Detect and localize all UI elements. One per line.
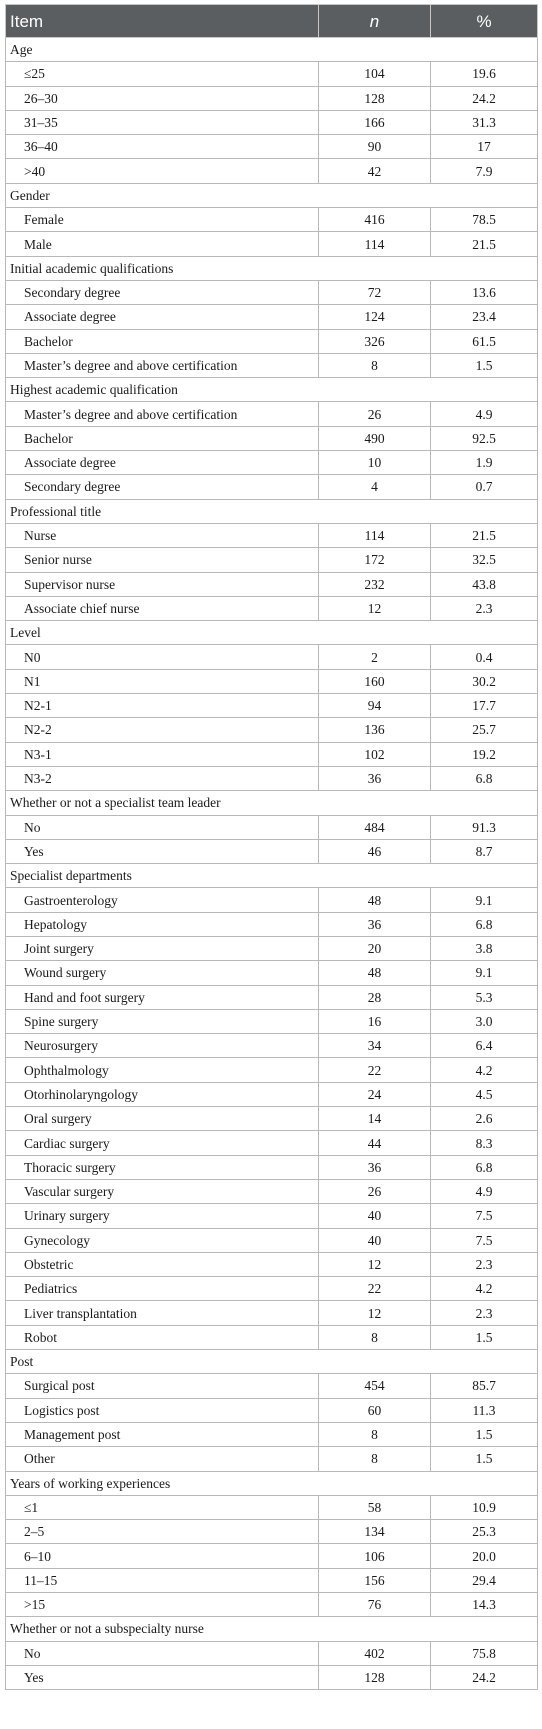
row-label: Nurse (6, 523, 319, 547)
row-label: Spine surgery (6, 1009, 319, 1033)
row-percent: 2.3 (431, 1252, 538, 1276)
row-label: 26–30 (6, 86, 319, 110)
row-count: 2 (319, 645, 431, 669)
table-row (6, 1520, 538, 1544)
group-header-row (6, 499, 538, 523)
group-title: Post (6, 1350, 538, 1374)
row-label: Associate degree (6, 451, 319, 475)
table-row (6, 1641, 538, 1665)
table-row (6, 110, 538, 134)
table-row (6, 451, 538, 475)
row-label: Logistics post (6, 1398, 319, 1422)
group-title: Age (6, 38, 538, 62)
row-percent: 75.8 (431, 1641, 538, 1665)
row-percent: 4.9 (431, 1179, 538, 1203)
row-percent: 6.8 (431, 912, 538, 936)
row-percent: 11.3 (431, 1398, 538, 1422)
row-count: 36 (319, 766, 431, 790)
group-header-row (6, 256, 538, 280)
table-row (6, 985, 538, 1009)
table-row (6, 694, 538, 718)
row-percent: 2.3 (431, 1301, 538, 1325)
table-row (6, 912, 538, 936)
table-body (6, 38, 538, 1690)
table-row (6, 353, 538, 377)
group-header-row (6, 1350, 538, 1374)
row-count: 454 (319, 1374, 431, 1398)
row-percent: 25.7 (431, 718, 538, 742)
table-row (6, 1228, 538, 1252)
row-percent: 92.5 (431, 426, 538, 450)
row-count: 12 (319, 1301, 431, 1325)
table-row (6, 1325, 538, 1349)
table-row (6, 936, 538, 960)
row-count: 402 (319, 1641, 431, 1665)
table-row (6, 548, 538, 572)
row-percent: 20.0 (431, 1544, 538, 1568)
header-percent: % (431, 5, 538, 38)
group-title: Initial academic qualifications (6, 256, 538, 280)
row-label: Gynecology (6, 1228, 319, 1252)
row-count: 44 (319, 1131, 431, 1155)
row-count: 8 (319, 353, 431, 377)
row-count: 8 (319, 1447, 431, 1471)
group-header-row (6, 183, 538, 207)
row-count: 40 (319, 1204, 431, 1228)
row-count: 12 (319, 596, 431, 620)
row-count: 102 (319, 742, 431, 766)
row-count: 8 (319, 1422, 431, 1446)
row-percent: 25.3 (431, 1520, 538, 1544)
row-label: Wound surgery (6, 961, 319, 985)
row-label: Secondary degree (6, 475, 319, 499)
table-row (6, 669, 538, 693)
table-row (6, 305, 538, 329)
row-count: 232 (319, 572, 431, 596)
row-percent: 1.9 (431, 451, 538, 475)
row-count: 128 (319, 1665, 431, 1689)
row-count: 46 (319, 839, 431, 863)
row-percent: 7.5 (431, 1204, 538, 1228)
row-percent: 1.5 (431, 353, 538, 377)
group-title: Specialist departments (6, 864, 538, 888)
row-label: ≤25 (6, 62, 319, 86)
row-count: 326 (319, 329, 431, 353)
row-count: 60 (319, 1398, 431, 1422)
table-row (6, 1131, 538, 1155)
row-percent: 6.8 (431, 1155, 538, 1179)
table-row (6, 280, 538, 304)
group-header-row (6, 38, 538, 62)
table-row (6, 1058, 538, 1082)
group-header-row (6, 864, 538, 888)
row-percent: 85.7 (431, 1374, 538, 1398)
row-count: 10 (319, 451, 431, 475)
row-label: Joint surgery (6, 936, 319, 960)
row-label: 31–35 (6, 110, 319, 134)
table-row (6, 208, 538, 232)
row-count: 160 (319, 669, 431, 693)
row-percent: 1.5 (431, 1447, 538, 1471)
row-label: Liver transplantation (6, 1301, 319, 1325)
row-percent: 30.2 (431, 669, 538, 693)
row-label: Male (6, 232, 319, 256)
row-label: N0 (6, 645, 319, 669)
row-percent: 3.0 (431, 1009, 538, 1033)
row-percent: 8.7 (431, 839, 538, 863)
row-label: No (6, 815, 319, 839)
header-n: n (319, 5, 431, 38)
row-percent: 24.2 (431, 86, 538, 110)
row-percent: 0.4 (431, 645, 538, 669)
header-row (6, 5, 538, 38)
row-count: 28 (319, 985, 431, 1009)
row-label: Hand and foot surgery (6, 985, 319, 1009)
row-label: No (6, 1641, 319, 1665)
group-title: Whether or not a subspecialty nurse (6, 1617, 538, 1641)
table-row (6, 1009, 538, 1033)
row-count: 22 (319, 1277, 431, 1301)
row-label: Ophthalmology (6, 1058, 319, 1082)
table-row (6, 1107, 538, 1131)
table-row (6, 86, 538, 110)
row-percent: 21.5 (431, 523, 538, 547)
row-label: Thoracic surgery (6, 1155, 319, 1179)
row-label: Urinary surgery (6, 1204, 319, 1228)
row-count: 14 (319, 1107, 431, 1131)
row-label: Female (6, 208, 319, 232)
row-count: 34 (319, 1034, 431, 1058)
row-label: ≤1 (6, 1495, 319, 1519)
table-row (6, 645, 538, 669)
row-label: Yes (6, 839, 319, 863)
row-count: 24 (319, 1082, 431, 1106)
row-percent: 4.2 (431, 1277, 538, 1301)
group-title: Professional title (6, 499, 538, 523)
row-count: 90 (319, 135, 431, 159)
row-count: 22 (319, 1058, 431, 1082)
row-count: 104 (319, 62, 431, 86)
table-header (6, 5, 538, 38)
table-row (6, 766, 538, 790)
row-label: Gastroenterology (6, 888, 319, 912)
row-percent: 17 (431, 135, 538, 159)
table-row (6, 1447, 538, 1471)
row-count: 40 (319, 1228, 431, 1252)
row-label: Otorhinolaryngology (6, 1082, 319, 1106)
row-percent: 10.9 (431, 1495, 538, 1519)
header-item: Item (6, 5, 319, 38)
group-header-row (6, 378, 538, 402)
row-count: 136 (319, 718, 431, 742)
row-count: 124 (319, 305, 431, 329)
row-label: Master’s degree and above certification (6, 353, 319, 377)
row-count: 128 (319, 86, 431, 110)
row-percent: 17.7 (431, 694, 538, 718)
row-count: 8 (319, 1325, 431, 1349)
table-row (6, 742, 538, 766)
row-percent: 13.6 (431, 280, 538, 304)
group-title: Gender (6, 183, 538, 207)
row-label: Obstetric (6, 1252, 319, 1276)
row-percent: 7.5 (431, 1228, 538, 1252)
row-label: N1 (6, 669, 319, 693)
row-label: Supervisor nurse (6, 572, 319, 596)
row-percent: 2.6 (431, 1107, 538, 1131)
table-row (6, 1568, 538, 1592)
table-row (6, 402, 538, 426)
table-row (6, 888, 538, 912)
row-percent: 8.3 (431, 1131, 538, 1155)
table-row (6, 1179, 538, 1203)
row-label: Bachelor (6, 426, 319, 450)
row-percent: 2.3 (431, 596, 538, 620)
group-title: Whether or not a specialist team leader (6, 791, 538, 815)
table-row (6, 1422, 538, 1446)
row-count: 36 (319, 912, 431, 936)
table-row (6, 815, 538, 839)
row-count: 26 (319, 402, 431, 426)
row-count: 416 (319, 208, 431, 232)
table-row (6, 839, 538, 863)
row-count: 48 (319, 888, 431, 912)
table-row (6, 1593, 538, 1617)
row-count: 12 (319, 1252, 431, 1276)
row-label: 2–5 (6, 1520, 319, 1544)
row-label: N2-2 (6, 718, 319, 742)
row-label: Pediatrics (6, 1277, 319, 1301)
row-label: Cardiac surgery (6, 1131, 319, 1155)
row-count: 490 (319, 426, 431, 450)
row-count: 114 (319, 232, 431, 256)
group-header-row (6, 791, 538, 815)
row-count: 26 (319, 1179, 431, 1203)
row-percent: 32.5 (431, 548, 538, 572)
group-header-row (6, 1617, 538, 1641)
table-row (6, 1665, 538, 1689)
row-label: 36–40 (6, 135, 319, 159)
row-count: 16 (319, 1009, 431, 1033)
row-label: Associate chief nurse (6, 596, 319, 620)
row-label: Other (6, 1447, 319, 1471)
row-count: 94 (319, 694, 431, 718)
row-count: 72 (319, 280, 431, 304)
group-header-row (6, 621, 538, 645)
table-row (6, 426, 538, 450)
row-percent: 9.1 (431, 961, 538, 985)
table-row (6, 1398, 538, 1422)
row-percent: 14.3 (431, 1593, 538, 1617)
row-percent: 5.3 (431, 985, 538, 1009)
row-percent: 6.4 (431, 1034, 538, 1058)
row-count: 106 (319, 1544, 431, 1568)
row-label: Surgical post (6, 1374, 319, 1398)
row-label: Associate degree (6, 305, 319, 329)
row-label: Vascular surgery (6, 1179, 319, 1203)
row-label: Yes (6, 1665, 319, 1689)
row-label: Management post (6, 1422, 319, 1446)
row-percent: 0.7 (431, 475, 538, 499)
row-count: 166 (319, 110, 431, 134)
row-label: Oral surgery (6, 1107, 319, 1131)
row-percent: 21.5 (431, 232, 538, 256)
table-row (6, 1252, 538, 1276)
group-header-row (6, 1471, 538, 1495)
row-percent: 19.2 (431, 742, 538, 766)
table-row (6, 1204, 538, 1228)
row-label: >15 (6, 1593, 319, 1617)
table-row (6, 475, 538, 499)
row-label: Senior nurse (6, 548, 319, 572)
row-label: N3-2 (6, 766, 319, 790)
row-percent: 61.5 (431, 329, 538, 353)
row-count: 36 (319, 1155, 431, 1179)
group-title: Highest academic qualification (6, 378, 538, 402)
table-row (6, 523, 538, 547)
row-percent: 1.5 (431, 1325, 538, 1349)
row-count: 484 (319, 815, 431, 839)
row-count: 42 (319, 159, 431, 183)
row-count: 4 (319, 475, 431, 499)
row-percent: 29.4 (431, 1568, 538, 1592)
row-label: Secondary degree (6, 280, 319, 304)
table-row (6, 1155, 538, 1179)
row-count: 76 (319, 1593, 431, 1617)
row-percent: 19.6 (431, 62, 538, 86)
table-row (6, 718, 538, 742)
table-row (6, 135, 538, 159)
row-count: 134 (319, 1520, 431, 1544)
row-count: 20 (319, 936, 431, 960)
row-label: 11–15 (6, 1568, 319, 1592)
row-label: Robot (6, 1325, 319, 1349)
table-row (6, 62, 538, 86)
row-count: 58 (319, 1495, 431, 1519)
row-label: Hepatology (6, 912, 319, 936)
table-row (6, 1277, 538, 1301)
row-percent: 43.8 (431, 572, 538, 596)
row-count: 114 (319, 523, 431, 547)
group-title: Level (6, 621, 538, 645)
row-percent: 4.9 (431, 402, 538, 426)
table-row (6, 1301, 538, 1325)
row-percent: 23.4 (431, 305, 538, 329)
table-row (6, 572, 538, 596)
row-count: 48 (319, 961, 431, 985)
table-row (6, 159, 538, 183)
row-label: Neurosurgery (6, 1034, 319, 1058)
row-percent: 6.8 (431, 766, 538, 790)
row-percent: 3.8 (431, 936, 538, 960)
table-row (6, 1034, 538, 1058)
table-row (6, 1495, 538, 1519)
row-percent: 4.2 (431, 1058, 538, 1082)
row-percent: 78.5 (431, 208, 538, 232)
row-label: Master’s degree and above certification (6, 402, 319, 426)
row-percent: 4.5 (431, 1082, 538, 1106)
row-percent: 7.9 (431, 159, 538, 183)
row-percent: 9.1 (431, 888, 538, 912)
row-percent: 31.3 (431, 110, 538, 134)
table-row (6, 596, 538, 620)
row-count: 156 (319, 1568, 431, 1592)
row-label: Bachelor (6, 329, 319, 353)
row-label: 6–10 (6, 1544, 319, 1568)
row-percent: 1.5 (431, 1422, 538, 1446)
row-label: >40 (6, 159, 319, 183)
demographics-table (5, 4, 538, 1690)
row-count: 172 (319, 548, 431, 572)
table-row (6, 329, 538, 353)
group-title: Years of working experiences (6, 1471, 538, 1495)
row-percent: 91.3 (431, 815, 538, 839)
row-percent: 24.2 (431, 1665, 538, 1689)
row-label: N3-1 (6, 742, 319, 766)
table-row (6, 1082, 538, 1106)
table-row (6, 232, 538, 256)
table-row (6, 1544, 538, 1568)
table-row (6, 961, 538, 985)
row-label: N2-1 (6, 694, 319, 718)
table-row (6, 1374, 538, 1398)
